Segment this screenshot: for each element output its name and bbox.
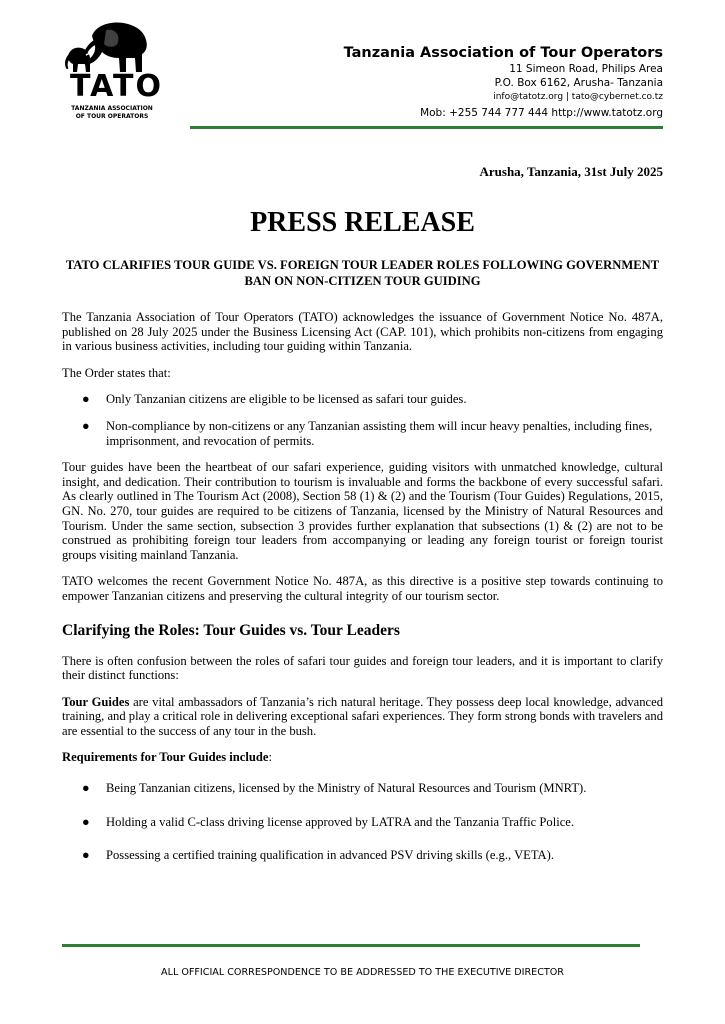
logo-subtitle-line1: TANZANIA ASSOCIATION: [71, 105, 153, 112]
tour-guides-description: are vital ambassadors of Tanzania’s rich natural heritage. They possess deep local knowledge, advanced training, and play a critical role in delivering exceptional safari experiences. They form strong bonds with travelers and are essential to the success of any tour in the bush.: [62, 694, 664, 738]
logo-subtitle-line2: OF TOUR OPERATORS: [75, 113, 149, 120]
order-intro: The Order states that:: [62, 365, 171, 380]
address-line-2: P.O. Box 6162, Arusha- Tanzania: [494, 77, 663, 89]
tato-logo: [62, 18, 170, 124]
list-item-text: Possessing a certified training qualification in advanced PSV driving skills (e.g., VETA).: [106, 848, 554, 863]
requirements-colon: :: [268, 750, 272, 765]
bullet-icon: ●: [82, 418, 90, 433]
bullet-icon: ●: [82, 814, 90, 829]
phone-and-website: Mob: +255 744 777 444 http://www.tatotz.org: [420, 107, 663, 119]
logo-wordmark: TATO: [70, 69, 163, 104]
list-item-text: Non-compliance by non-citizens or any Tanzanian assisting them will incur heavy penalties, including fines, imprisonment, and revocation of permits.: [106, 418, 653, 448]
list-item: [62, 815, 663, 830]
footer-divider: [62, 944, 640, 947]
page-title: PRESS RELEASE: [250, 207, 475, 238]
list-item: [62, 781, 663, 796]
confusion-paragraph: There is often confusion between the roles of safari tour guides and foreign tour leaders, and it is important to clarify their distinct functions:: [62, 653, 663, 683]
bullet-icon: ●: [82, 392, 90, 407]
date-line: Arusha, Tanzania, 31st July 2025: [479, 164, 663, 179]
tour-guides-definition: [62, 695, 663, 739]
email-addresses: info@tatotz.org | tato@cybernet.co.tz: [493, 92, 663, 102]
requirements-heading: [62, 750, 663, 765]
requirements-label: Requirements for Tour Guides include: [62, 750, 269, 765]
release-headline: TATO CLARIFIES TOUR GUIDE VS. FOREIGN TOUR LEADER ROLES FOLLOWING GOVERNMENT BAN ON NON-CITIZEN TOUR GUIDING: [65, 258, 660, 288]
organization-name: Tanzania Association of Tour Operators: [343, 45, 663, 61]
header-divider: [190, 126, 663, 129]
bullet-icon: ●: [82, 848, 90, 863]
press-release-body: [62, 310, 663, 882]
welcome-paragraph: TATO welcomes the recent Government Notice No. 487A, as this directive is a positive step towards continuing to empower Tanzanian citizens and preserving the cultural integrity of our tourism sector.: [62, 574, 663, 603]
list-item: [62, 392, 663, 407]
section-heading: Clarifying the Roles: Tour Guides vs. Tour Leaders: [62, 621, 400, 639]
tour-guides-label: Tour Guides: [62, 694, 130, 709]
list-item-text: Holding a valid C-class driving license approved by LATRA and the Tanzania Traffic Police.: [106, 814, 575, 829]
tour-guides-paragraph: Tour guides have been the heartbeat of our safari experience, guiding visitors with unmatched knowledge, cultural insight, and dedication. Their contribution to tourism is invaluable and forms the backbone of every successful safari. As clearly outlined in The Tourism Act (2008), Section 58 (1) & (2) and the Tourism (Tour Guides) Regulations, 2015, GN. No. 270, tour guides are required to be citizens of Tanzania, licensed by the Ministry of Natural Resources and Tourism. Under the same section, subsection 3 provides further explanation that subsections (1) & (2) are not to be construed as prohibiting foreign tour leaders from accompanying or leading any foreign tourist or foreign tourist groups visiting mainland Tanzania.: [62, 460, 663, 562]
list-item: [62, 419, 663, 448]
order-list: [62, 392, 663, 448]
footer-note: ALL OFFICIAL CORRESPONDENCE TO BE ADDRESSED TO THE EXECUTIVE DIRECTOR: [161, 967, 564, 978]
address-line-1: 11 Simeon Road, Philips Area: [509, 63, 663, 75]
list-item: [62, 848, 663, 863]
list-item-text: Only Tanzanian citizens are eligible to be licensed as safari tour guides.: [106, 392, 467, 407]
intro-paragraph: The Tanzania Association of Tour Operators (TATO) acknowledges the issuance of Government Notice No. 487A, published on 28 July 2025 under the Business Licensing Act (CAP. 101), which prohibits non-citizens from engaging in various business activities, including tour guiding within Tanzania.: [62, 310, 663, 354]
list-item-text: Being Tanzanian citizens, licensed by the Ministry of Natural Resources and Tourism (MNRT).: [106, 781, 587, 796]
requirements-list: [62, 781, 663, 863]
logo-subtitle: [62, 105, 162, 121]
letterhead-contact-block: [344, 44, 663, 120]
bullet-icon: ●: [82, 781, 90, 796]
